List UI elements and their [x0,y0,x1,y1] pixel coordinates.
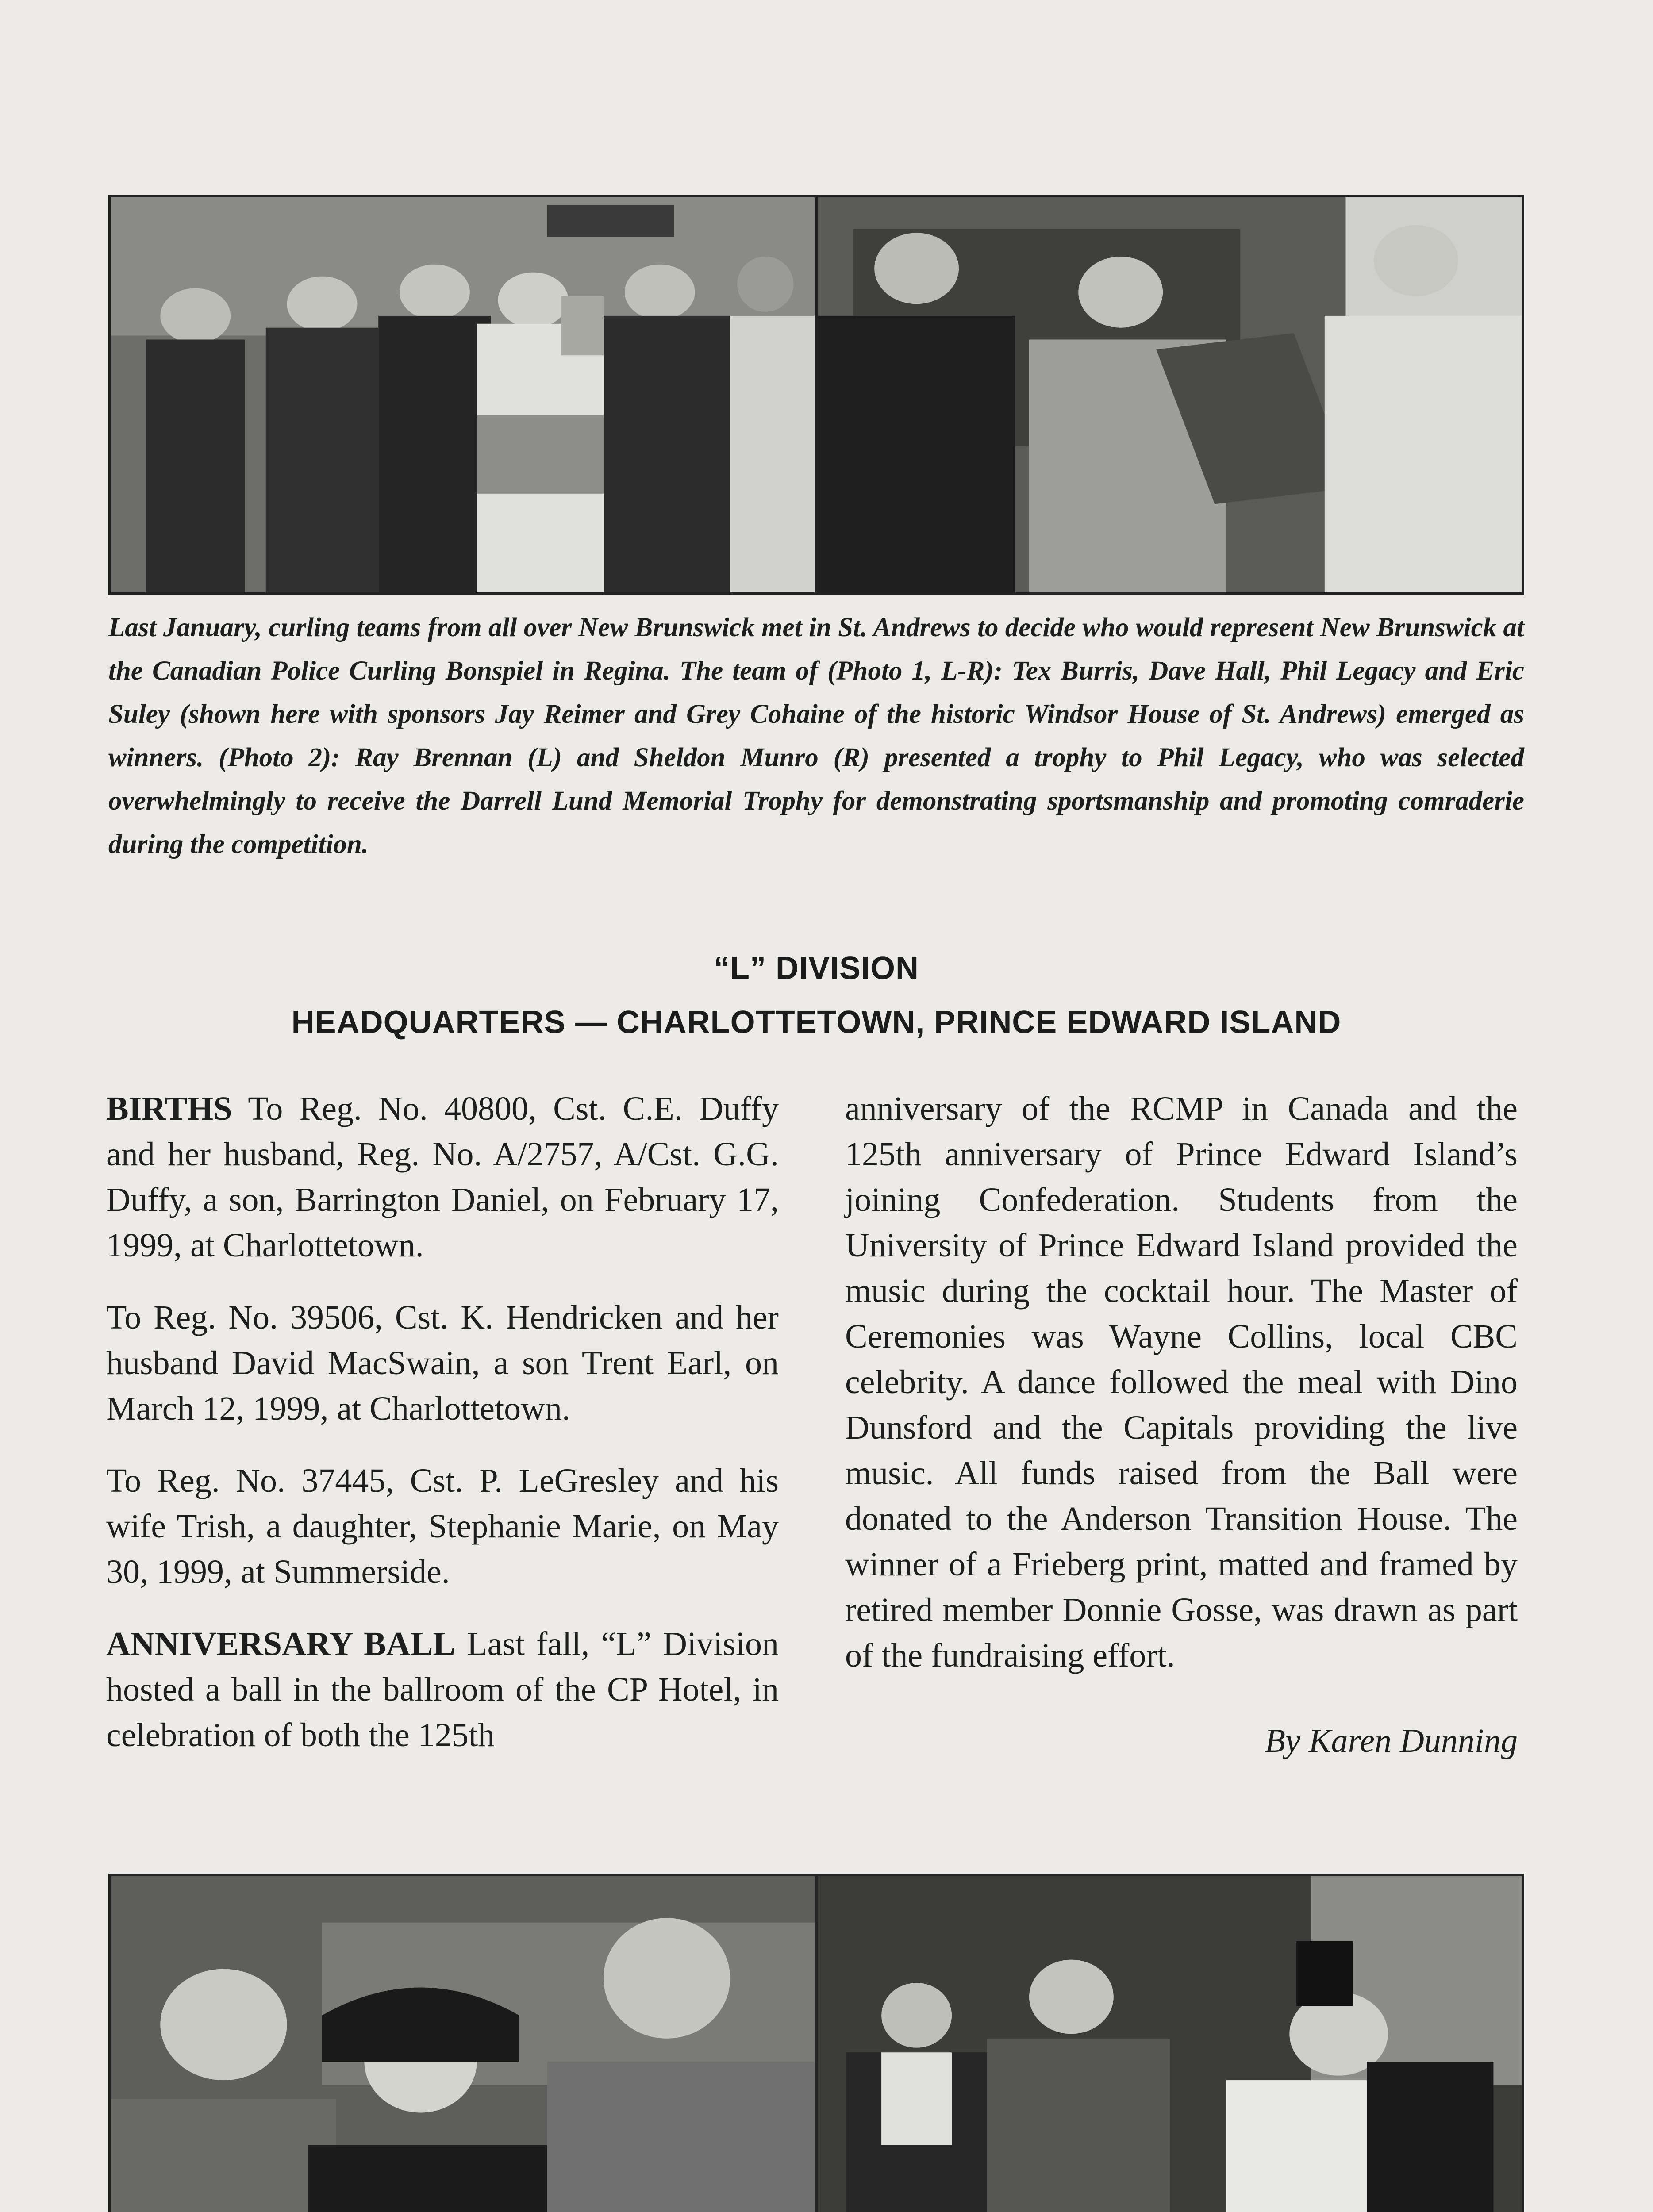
curling-team-photo [111,197,815,592]
birth-text-1: To Reg. No. 40800, Cst. C.E. Duffy and her husband, Reg. No. A/2757, A/Cst. G.G. Duffy, a son, Barrington Daniel, on February 17, 1999, at Charlottetown. [106,1090,779,1264]
births-heading: BIRTHS [106,1090,232,1127]
ball-continued-paragraph: anniversary of the RCMP in Canada and the 125th anniversary of Prince Edward Island’s joining Confederation. Students from the University of Prince Edward Island provided the music during the cocktail hour. The Master of Ceremonies was Wayne Collins, local CBC celebrity. A dance followed the meal with Dino Dunsford and the Capitals providing the live music. All funds raised from the Ball were donated to the Anderson Transition House. The winner of a Frieberg print, matted and framed by retired member Donnie Gosse, was drawn as part of the fundraising effort. [845,1090,1518,1674]
ball-committee-photo [111,1876,815,2212]
birth-paragraph-1 [106,1086,779,1268]
bottom-photo-row [108,1874,1524,2212]
byline: By Karen Dunning [1265,1722,1518,1759]
top-photo-row [108,195,1524,595]
piper-photo [818,1876,1522,2212]
division-title: “L” DIVISION [713,951,919,986]
top-photo-caption: Last January, curling teams from all over New Brunswick met in St. Andrews to decide who would represent New Brunswick at the Canadian Police Curling Bonspiel in Regina. The team of (Photo 1, L-R): Tex Burris, Dave Hall, Phil Legacy and Eric Suley (shown here with sponsors Jay Reimer and Grey Cohaine of the historic Windsor House of St. Andrews) emerged as winners. (Photo 2): Ray Brennan (L) and Sheldon Munro (R) presented a trophy to Phil Legacy, who was selected overwhelmingly to receive the Darrell Lund Memorial Trophy for demonstrating sportsmanship and promoting comraderie during the competition. [108,613,1524,859]
division-subtitle: HEADQUARTERS — CHARLOTTETOWN, PRINCE EDWARD ISLAND [291,1005,1342,1040]
ball-paragraph [106,1621,779,1758]
ball-text: Last fall, “L” Division hosted a ball in the ballroom of the CP Hotel, in celebration of both the 125th [106,1625,779,1754]
right-column [845,1086,1518,1790]
left-column [106,1086,779,1785]
ball-heading: ANNIVERSARY BALL [106,1625,456,1663]
trophy-presentation-photo [818,197,1522,592]
birth-paragraph-3: To Reg. No. 37445, Cst. P. LeGresley and his wife Trish, a daughter, Stephanie Marie, on May 30, 1999, at Summerside. [106,1462,779,1590]
birth-paragraph-2: To Reg. No. 39506, Cst. K. Hendricken and her husband David MacSwain, a son Trent Earl, on March 12, 1999, at Charlottetown. [106,1299,779,1427]
